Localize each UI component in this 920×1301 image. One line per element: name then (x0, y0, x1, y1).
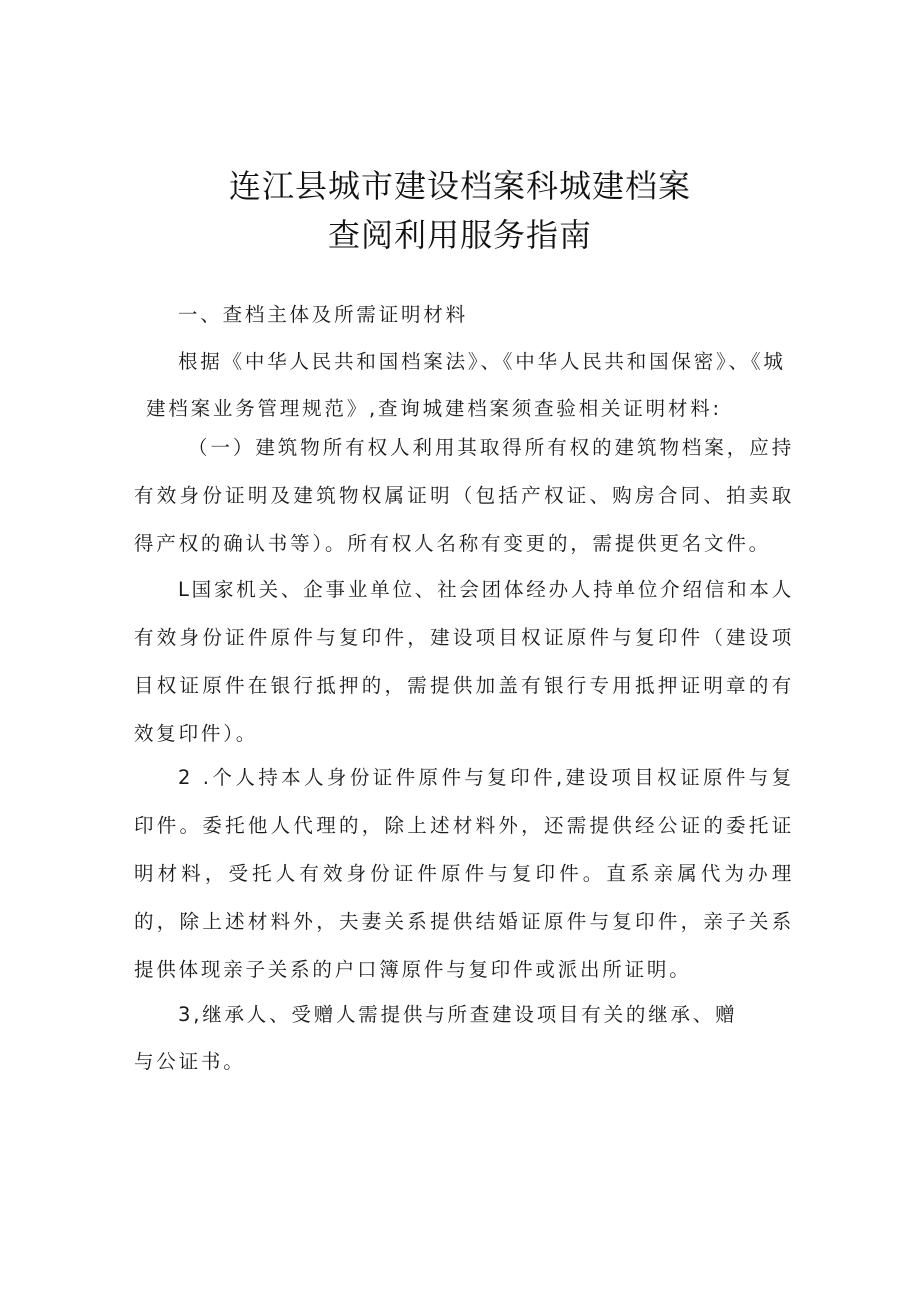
clause-3-line-2: 与公证书。 (134, 1050, 246, 1073)
clause-2-paragraph: 2 .个人持本人身份证件原件与复印件,建设项目权证原件与复印件。委托他人代理的，除上述材料外，还需提供经公证的委托证明材料，受托人有效身份证件原件与复印件。直系亲属代为办理的，除上述材料外，夫妻关系提供结婚证原件与复印件，亲子关系提供体现亲子关系的户口簿原件与复印件或派出所证明。 (134, 766, 794, 981)
clause-3-line-1: 3,继承人、受赠人需提供与所查建设项目有关的继承、赠 (178, 1003, 738, 1026)
intro-paragraph-line-2: 建档案业务管理规范》,查询城建档案须查验相关证明材料: (146, 397, 722, 420)
document-title-line-2: 查阅利用服务指南 (327, 216, 592, 254)
intro-paragraph-line-1: 根据《中华人民共和国档案法》、《中华人民共和国保密》、《城 (178, 350, 786, 373)
document-title-line-1: 连江县城市建设档案科城建档案 (228, 167, 691, 205)
clause-owner-paragraph: （一）建筑物所有权人利用其取得所有权的建筑物档案，应持有效身份证明及建筑物权属证明（包括产权证、购房合同、拍卖取得产权的确认书等）。所有权人名称有变更的，需提供更名文件。 (134, 436, 794, 555)
clause-1-paragraph: L国家机关、企事业单位、社会团体经办人持单位介绍信和本人有效身份证件原件与复印件，建设项目权证原件与复印件（建设项目权证原件在银行抵押的，需提供加盖有银行专用抵押证明章的有效复印件）。 (134, 578, 794, 745)
section-heading: 一、查档主体及所需证明材料 (178, 303, 468, 326)
